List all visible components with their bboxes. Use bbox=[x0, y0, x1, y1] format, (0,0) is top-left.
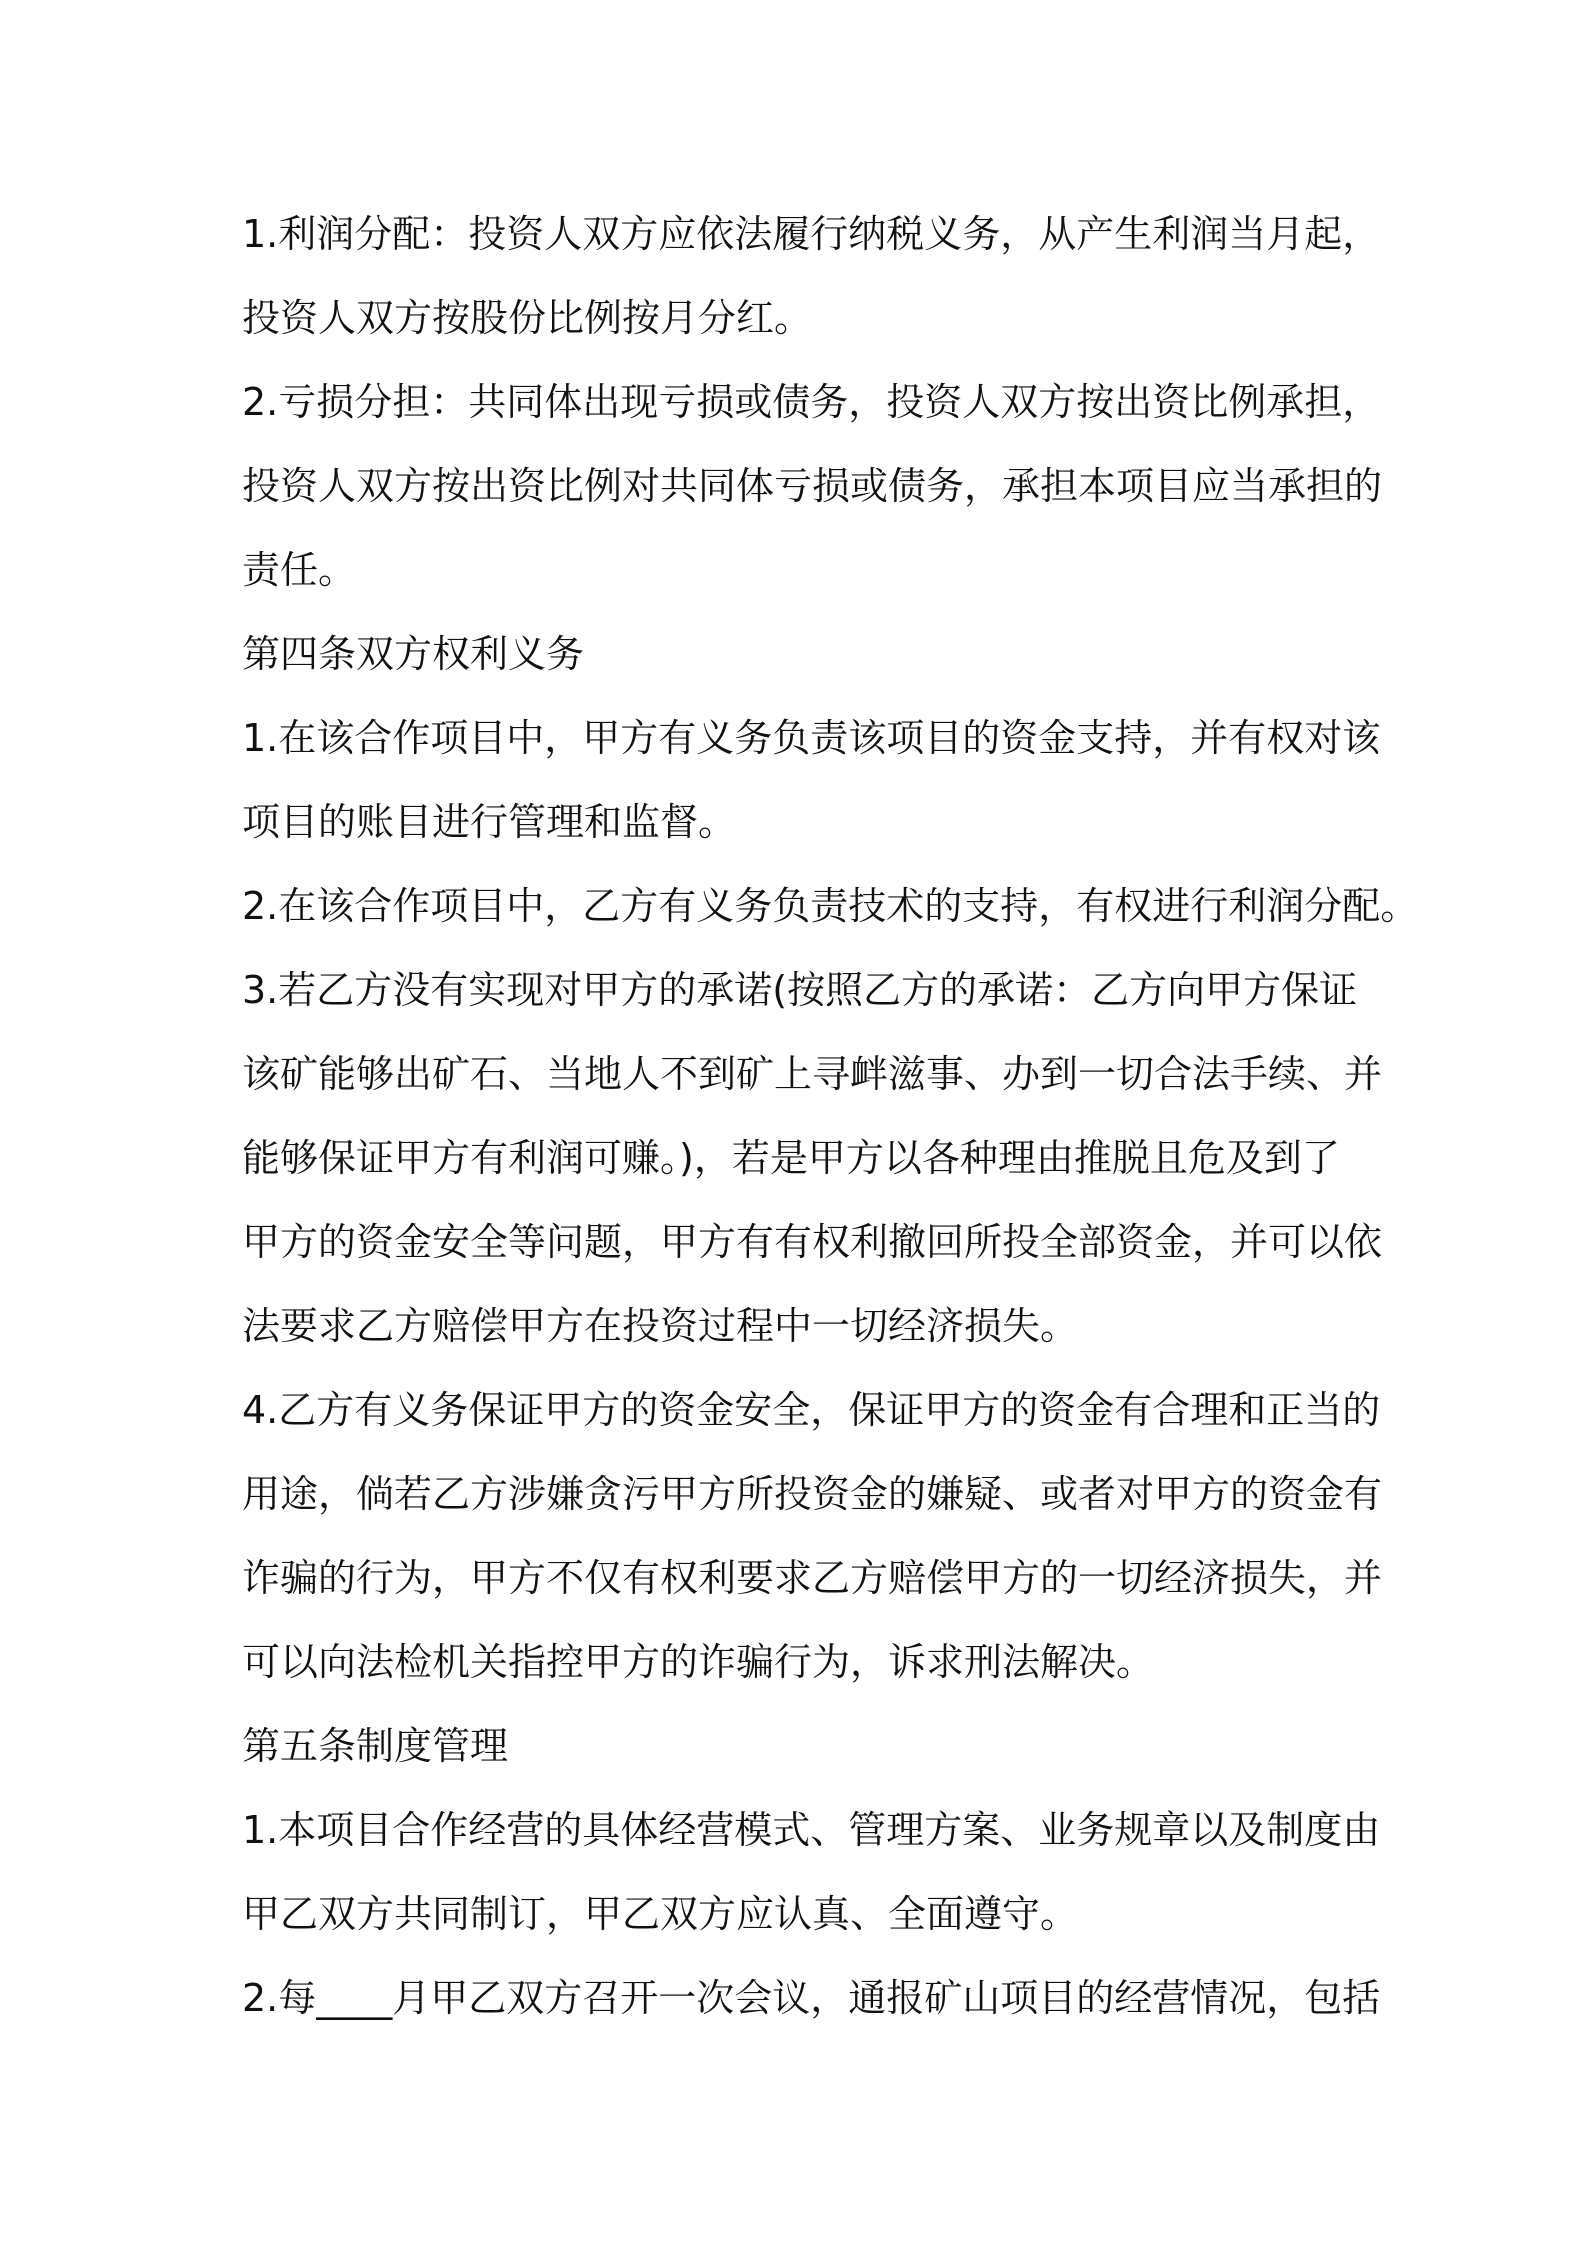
text-line: 投资人双方按股份比例按月分红。 bbox=[242, 296, 813, 340]
text-line: 投资人双方按出资比例对共同体亏损或债务，承担本项目应当承担的 bbox=[242, 464, 1383, 508]
text-line: 法要求乙方赔偿甲方在投资过程中一切经济损失。 bbox=[242, 1304, 1079, 1348]
text-line: 该矿能够出矿石、当地人不到矿上寻衅滋事、办到一切合法手续、并 bbox=[242, 1052, 1383, 1096]
text-line: 可以向法检机关指控甲方的诈骗行为，诉求刑法解决。 bbox=[242, 1640, 1155, 1684]
text-line: 甲乙双方共同制订，甲乙双方应认真、全面遵守。 bbox=[242, 1892, 1079, 1936]
text-line: 项目的账目进行管理和监督。 bbox=[242, 800, 737, 844]
text-line: 2.在该合作项目中，乙方有义务负责技术的支持，有权进行利润分配。 bbox=[242, 884, 1419, 928]
text-line: 1.本项目合作经营的具体经营模式、管理方案、业务规章以及制度由 bbox=[242, 1808, 1381, 1852]
text-line: 2.亏损分担：共同体出现亏损或债务，投资人双方按出资比例承担， bbox=[242, 380, 1381, 424]
document-body bbox=[242, 192, 1419, 2040]
text-line: 诈骗的行为，甲方不仅有权利要求乙方赔偿甲方的一切经济损失，并 bbox=[242, 1556, 1383, 1600]
text-line: 能够保证甲方有利润可赚。)，若是甲方以各种理由推脱且危及到了 bbox=[242, 1136, 1340, 1180]
text-line: 用途，倘若乙方涉嫌贪污甲方所投资金的嫌疑、或者对甲方的资金有 bbox=[242, 1472, 1383, 1516]
text-line: 1.在该合作项目中，甲方有义务负责该项目的资金支持，并有权对该 bbox=[242, 716, 1381, 760]
text-line: 责任。 bbox=[242, 548, 357, 592]
text-line: 3.若乙方没有实现对甲方的承诺(按照乙方的承诺：乙方向甲方保证 bbox=[242, 968, 1358, 1012]
text-line: 2.每____月甲乙双方召开一次会议，通报矿山项目的经营情况，包括 bbox=[242, 1976, 1381, 2020]
section-heading: 第五条制度管理 bbox=[242, 1724, 509, 1768]
text-line: 4.乙方有义务保证甲方的资金安全，保证甲方的资金有合理和正当的 bbox=[242, 1388, 1381, 1432]
text-line: 甲方的资金安全等问题，甲方有有权利撤回所投全部资金，并可以依 bbox=[242, 1220, 1383, 1264]
section-heading: 第四条双方权利义务 bbox=[242, 632, 585, 676]
text-line: 1.利润分配：投资人双方应依法履行纳税义务，从产生利润当月起， bbox=[242, 212, 1381, 256]
